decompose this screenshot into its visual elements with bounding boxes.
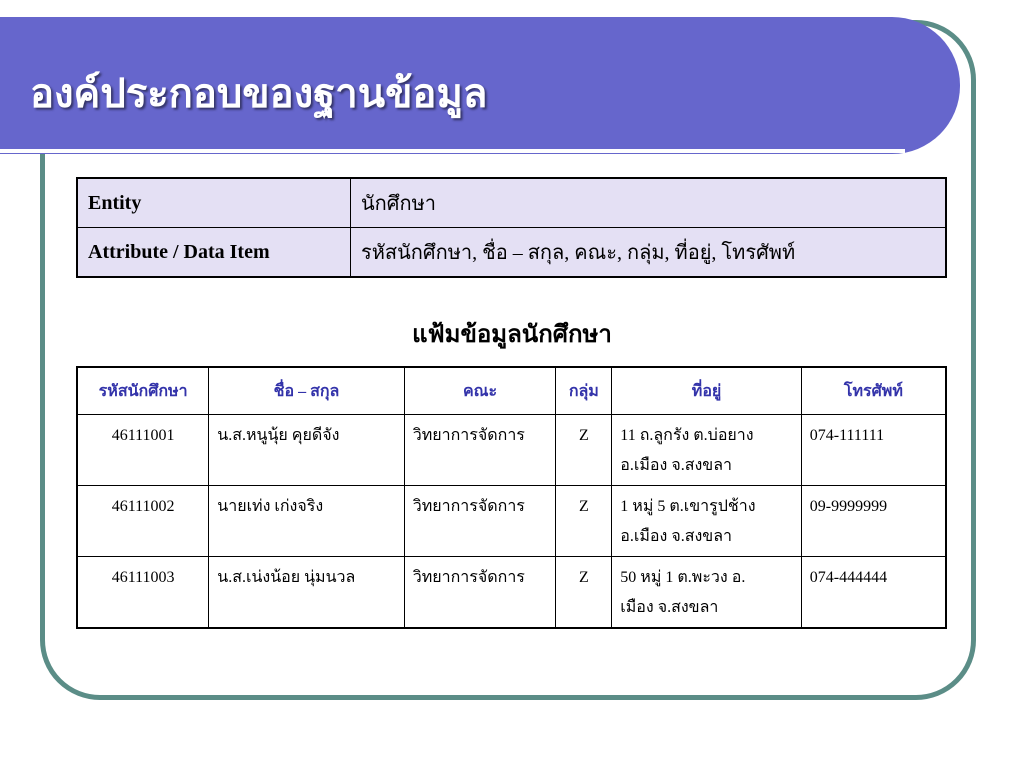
cell-phone: 074-444444 — [801, 557, 946, 629]
column-header-name: ชื่อ – สกุล — [209, 367, 404, 415]
cell-group: Z — [556, 486, 612, 557]
entity-row — [77, 178, 946, 228]
column-header-group: กลุ่ม — [556, 367, 612, 415]
cell-name: น.ส.เน่งน้อย นุ่มนวล — [209, 557, 404, 629]
column-header-address: ที่อยู่ — [612, 367, 802, 415]
address-line-1: 50 หมู่ 1 ต.พะวง อ. — [620, 569, 746, 586]
attribute-value: รหัสนักศึกษา, ชื่อ – สกุล, คณะ, กลุ่ม, ที่อยู่, โทรศัพท์ — [351, 228, 947, 278]
student-file-table — [76, 366, 947, 629]
table-row — [77, 557, 946, 629]
cell-name: นายเท่ง เก่งจริง — [209, 486, 404, 557]
title-bar — [0, 17, 960, 154]
attribute-row — [77, 228, 946, 278]
title-underline — [0, 149, 905, 153]
cell-phone: 09-9999999 — [801, 486, 946, 557]
address-line-1: 11 ถ.ลูกรัง ต.บ่อยาง — [620, 427, 754, 444]
entity-value: นักศึกษา — [351, 178, 947, 228]
slide-title: องค์ประกอบของฐานข้อมูล — [30, 71, 488, 116]
column-header-phone: โทรศัพท์ — [801, 367, 946, 415]
entity-label: Entity — [77, 178, 351, 228]
student-file-heading: แฟ้มข้อมูลนักศึกษา — [412, 322, 612, 348]
entity-table — [76, 177, 947, 278]
cell-address — [612, 415, 802, 486]
cell-faculty: วิทยาการจัดการ — [404, 486, 556, 557]
cell-faculty: วิทยาการจัดการ — [404, 415, 556, 486]
cell-id: 46111003 — [77, 557, 209, 629]
column-header-faculty: คณะ — [404, 367, 556, 415]
address-line-1: 1 หมู่ 5 ต.เขารูปช้าง — [620, 498, 756, 515]
cell-name: น.ส.หนูนุ้ย คุยดีจัง — [209, 415, 404, 486]
cell-group: Z — [556, 415, 612, 486]
cell-phone: 074-111111 — [801, 415, 946, 486]
cell-address — [612, 486, 802, 557]
cell-address — [612, 557, 802, 629]
cell-faculty: วิทยาการจัดการ — [404, 557, 556, 629]
cell-id: 46111002 — [77, 486, 209, 557]
address-line-2: อ.เมือง จ.สงขลา — [620, 457, 733, 474]
cell-group: Z — [556, 557, 612, 629]
table-header-row — [77, 367, 946, 415]
attribute-label: Attribute / Data Item — [77, 228, 351, 278]
address-line-2: อ.เมือง จ.สงขลา — [620, 528, 733, 545]
table-row — [77, 415, 946, 486]
address-line-2: เมือง จ.สงขลา — [620, 599, 719, 616]
cell-id: 46111001 — [77, 415, 209, 486]
table-row — [77, 486, 946, 557]
column-header-id: รหัสนักศึกษา — [77, 367, 209, 415]
